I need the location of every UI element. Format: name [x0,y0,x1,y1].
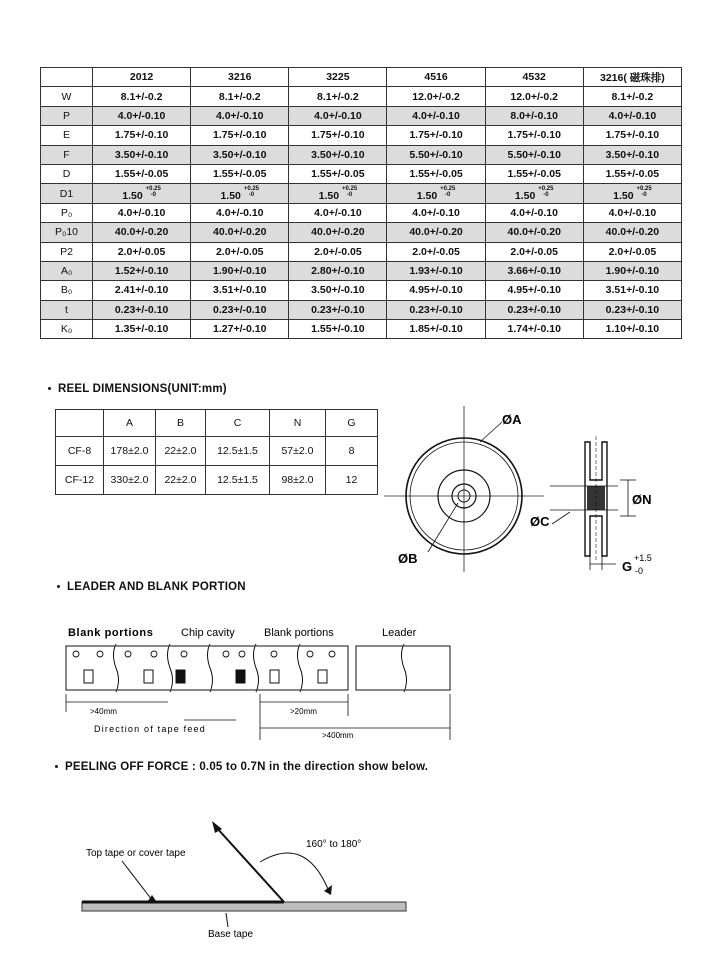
table-cell [191,126,289,145]
table-row [41,281,682,300]
tolerance-minus: -0 [543,191,549,198]
cell-value: 1.50 [122,189,143,202]
table-cell [93,87,191,106]
cell-value: 4.0+/-0.10 [314,206,362,219]
table-cell [485,300,583,319]
cell-value: 2.0+/-0.05 [117,245,166,258]
cell-value: 1.74+/-0.10 [507,323,561,336]
reel-dimensions-title [48,383,227,395]
reel-cell: 330±2.0 [104,466,156,495]
dim-400-label: >400mm [322,731,354,740]
table-cell [289,281,387,300]
blank-portions-left-label: Blank portions [68,627,154,639]
cell-value: 1.55+/-0.05 [213,168,267,181]
table-cell [93,203,191,222]
leader-section-title-text: LEADER AND BLANK PORTION [67,581,246,593]
table-row [41,106,682,125]
header-size-5: 4532 [485,68,583,87]
table-cell [289,242,387,261]
table-cell [289,203,387,222]
cell-value: 4.95+/-0.10 [409,284,463,297]
table-cell [583,261,681,280]
table-cell [583,300,681,319]
cell-value: 1.50 [318,189,340,202]
table-cell [191,164,289,183]
table-cell [191,320,289,339]
table-cell [583,106,681,125]
tolerance-minus: -0 [248,191,255,198]
table-cell [485,281,583,300]
cell-value: 3.51+/-0.10 [213,284,267,297]
reel-cell: CF-12 [56,466,104,495]
tolerance-plus: +0.25 [243,185,259,192]
table-row [41,223,682,242]
cell-value: 1.75+/-0.10 [605,129,660,142]
reel-dimensions-title-text: REEL DIMENSIONS(UNIT:mm) [58,383,227,395]
cell-value: 1.52+/-0.10 [114,265,169,278]
reel-cell: 22±2.0 [156,437,206,466]
cell-value: 1.90+/-0.10 [213,265,267,278]
cell-value: 4.0+/-0.10 [412,206,460,219]
table-cell [289,300,387,319]
cell-value: 2.0+/-0.05 [608,245,657,258]
row-label: D1 [41,184,93,203]
tolerance-plus: +0.25 [538,185,554,192]
leader-label: Leader [382,627,417,639]
cell-value: 1.10+/-0.10 [605,323,660,336]
tape-spec-header-row [41,68,682,87]
g-tol-plus: +1.5 [634,553,652,563]
header-size-6: 3216( 磁珠排) [583,68,681,87]
table-cell [191,300,289,319]
phi-b-label: ØB [398,551,418,566]
reel-side-view [530,436,652,576]
table-cell [583,320,681,339]
peel-direction-line [216,827,284,902]
cell-value: 0.23+/-0.10 [605,303,660,316]
table-cell [93,281,191,300]
table-cell [485,203,583,222]
tape-spec-table [40,67,682,339]
table-cell [583,242,681,261]
cell-value: 3.50+/-0.10 [114,148,169,161]
tolerance-plus: +0.25 [440,185,456,192]
table-cell [583,87,681,106]
row-label: F [41,145,93,164]
table-cell [583,164,681,183]
cell-value: 1.55+/-0.05 [507,168,561,181]
cell-value: 8.0+/-0.10 [510,109,558,122]
reel-cell: 57±2.0 [270,437,326,466]
table-cell [387,126,485,145]
table-cell [191,223,289,242]
cell-value: 40.0+/-0.20 [114,226,169,239]
chip-cavity-label: Chip cavity [181,627,235,639]
cell-value: 40.0+/-0.20 [311,226,365,239]
cell-value: 3.50+/-0.10 [605,148,660,161]
header-size-2: 3216 [191,68,289,87]
table-row [41,300,682,319]
cell-value: 8.1+/-0.2 [611,90,654,103]
reel-row [56,466,378,495]
table-cell [387,281,485,300]
cell-value: 4.0+/-0.10 [215,206,264,219]
table-cell [387,203,485,222]
reel-header-cell: B [156,410,206,437]
cell-value: 8.1+/-0.2 [317,90,359,103]
tolerance [538,186,553,198]
angle-label: 160° to 180° [306,839,362,850]
peel-section-title-text: PEELING OFF FORCE : 0.05 to 0.7N in the direction show below. [65,761,429,773]
reel-dimensions-table [55,409,378,495]
reel-cell: CF-8 [56,437,104,466]
table-cell [387,106,485,125]
cell-value: 1.50 [514,189,536,202]
row-label: A₀ [41,261,93,280]
reel-cell: 12.5±1.5 [206,437,270,466]
reel-cell: 98±2.0 [270,466,326,495]
table-row [41,126,682,145]
table-cell [485,87,583,106]
cell-value: 4.0+/-0.10 [117,109,166,122]
tolerance-plus: +0.25 [636,185,652,192]
table-cell [583,145,681,164]
table-cell [289,145,387,164]
cell-value: 4.0+/-0.10 [215,109,264,122]
table-cell [93,106,191,125]
reel-cell: 8 [326,437,378,466]
table-cell [485,242,583,261]
reel-diagram [380,400,680,580]
cell-value: 4.0+/-0.10 [608,206,657,219]
table-cell [93,145,191,164]
row-label: W [41,87,93,106]
cell-value: 2.0+/-0.05 [314,245,362,258]
reel-cell: 178±2.0 [104,437,156,466]
table-cell [289,223,387,242]
table-cell [485,184,583,203]
table-cell [93,164,191,183]
table-cell [93,300,191,319]
table-cell [289,164,387,183]
table-cell [387,87,485,106]
table-cell [191,106,289,125]
tape-strip [66,644,450,692]
row-label: E [41,126,93,145]
row-label: D [41,164,93,183]
table-cell [93,261,191,280]
cell-value: 4.0+/-0.10 [608,109,657,122]
table-cell [583,223,681,242]
table-cell [387,300,485,319]
tolerance [636,186,651,198]
cell-value: 40.0+/-0.20 [507,226,561,239]
g-label: G [622,559,633,574]
reel-cell: 12.5±1.5 [206,466,270,495]
cell-value: 1.75+/-0.10 [409,129,463,142]
top-tape-label: Top tape or cover tape [86,848,186,859]
table-row [41,145,682,164]
table-cell [191,87,289,106]
tolerance-minus: -0 [150,191,156,198]
cell-value: 12.0+/-0.2 [412,90,460,103]
cell-value: 8.1+/-0.2 [218,90,261,103]
cell-value: 3.50+/-0.10 [311,148,365,161]
table-cell [485,261,583,280]
cell-value: 5.50+/-0.10 [507,148,561,161]
header-size-4: 4516 [387,68,485,87]
cell-value: 8.1+/-0.2 [120,90,163,103]
direction-label: Direction of tape feed [94,724,206,734]
table-row [41,261,682,280]
cell-value: 1.75+/-0.10 [311,129,365,142]
table-cell [387,145,485,164]
row-label: P₀10 [41,223,93,242]
cell-value: 3.50+/-0.10 [213,148,267,161]
cell-value: 5.50+/-0.10 [409,148,463,161]
cell-value: 0.23+/-0.10 [409,303,463,316]
cell-value: 0.23+/-0.10 [114,303,169,316]
reel-header-cell: N [270,410,326,437]
table-cell [191,261,289,280]
peel-section-title [55,761,428,773]
table-cell [289,261,387,280]
table-cell [191,145,289,164]
table-cell [93,320,191,339]
row-label: P2 [41,242,93,261]
table-cell [289,106,387,125]
table-cell [583,126,681,145]
table-cell [289,126,387,145]
table-cell [93,184,191,203]
cell-value: 1.93+/-0.10 [409,265,463,278]
table-cell [485,320,583,339]
tolerance [244,186,259,198]
table-cell [387,223,485,242]
reel-header-cell: C [206,410,270,437]
cell-value: 4.95+/-0.10 [507,284,561,297]
table-row [41,164,682,183]
tolerance-minus: -0 [346,191,353,198]
reel-cell: 12 [326,466,378,495]
cell-value: 1.50 [220,189,241,202]
table-cell [485,145,583,164]
tolerance-plus: +0.25 [145,185,161,192]
cell-value: 40.0+/-0.20 [213,226,267,239]
base-tape-label: Base tape [208,929,254,940]
leader-section-title [57,581,246,593]
angle-arc [260,853,328,889]
table-cell [191,242,289,261]
cell-value: 2.0+/-0.05 [412,245,460,258]
peel-diagram [70,815,430,950]
table-cell [191,203,289,222]
table-cell [387,242,485,261]
dim-40-label: >40mm [90,707,117,716]
tolerance [342,186,357,198]
reel-row [56,437,378,466]
cell-value: 40.0+/-0.20 [605,226,660,239]
table-cell [387,261,485,280]
table-cell [387,184,485,203]
table-cell [191,281,289,300]
table-cell [583,203,681,222]
cell-value: 4.0+/-0.10 [314,109,362,122]
phi-c-label: ØC [530,514,550,529]
cell-value: 1.75+/-0.10 [213,129,267,142]
cell-value: 4.0+/-0.10 [412,109,460,122]
dim-20-label: >20mm [290,707,317,716]
reel-cell: 22±2.0 [156,466,206,495]
table-cell [485,223,583,242]
table-cell [289,87,387,106]
table-cell [387,164,485,183]
cell-value: 1.90+/-0.10 [605,265,660,278]
cell-value: 2.80+/-0.10 [311,265,365,278]
tolerance [440,186,455,198]
phi-n-label: ØN [632,492,652,507]
cell-value: 1.55+/-0.10 [311,323,365,336]
table-cell [485,164,583,183]
table-row [41,87,682,106]
cell-value: 3.66+/-0.10 [507,265,561,278]
table-cell [93,223,191,242]
blank-portions-right-label: Blank portions [264,627,334,639]
table-cell [289,320,387,339]
g-tol-minus: -0 [635,566,644,576]
cell-value: 0.23+/-0.10 [311,303,365,316]
cell-value: 1.27+/-0.10 [213,323,267,336]
table-cell [583,281,681,300]
cell-value: 0.23+/-0.10 [507,303,561,316]
tolerance-plus: +0.25 [341,185,358,192]
cell-value: 1.55+/-0.05 [605,168,660,181]
reel-header-cell: G [326,410,378,437]
cell-value: 40.0+/-0.20 [409,226,463,239]
bullet-dot [55,765,58,768]
bullet-dot [48,387,51,390]
tolerance-minus: -0 [641,191,647,198]
tolerance-minus: -0 [445,191,451,198]
cell-value: 4.0+/-0.10 [510,206,558,219]
cell-value: 4.0+/-0.10 [117,206,166,219]
reel-header-cell: A [104,410,156,437]
table-cell [485,106,583,125]
cell-value: 3.50+/-0.10 [311,284,365,297]
cell-value: 1.55+/-0.05 [311,168,365,181]
cell-value: 0.23+/-0.10 [213,303,267,316]
header-size-1: 2012 [93,68,191,87]
table-cell [191,184,289,203]
table-row [41,184,682,203]
cell-value: 2.0+/-0.05 [510,245,558,258]
cell-value: 1.75+/-0.10 [114,129,169,142]
phi-a-label: ØA [502,412,522,427]
row-label: K₀ [41,320,93,339]
leader-diagram [60,620,460,742]
cell-value: 1.85+/-0.10 [409,323,463,336]
table-cell [485,126,583,145]
cell-value: 1.50 [416,189,438,202]
table-cell [93,242,191,261]
table-row [41,320,682,339]
cell-value: 2.0+/-0.05 [215,245,264,258]
row-label: P₀ [41,203,93,222]
header-size-3: 3225 [289,68,387,87]
cell-value: 1.55+/-0.05 [114,168,169,181]
reel-front-view [384,406,544,572]
cell-value: 1.50 [613,189,634,202]
row-label: P [41,106,93,125]
cell-value: 1.35+/-0.10 [114,323,169,336]
table-row [41,242,682,261]
table-cell [93,126,191,145]
cell-value: 1.55+/-0.05 [409,168,463,181]
header-corner [41,68,93,87]
table-row [41,203,682,222]
row-label: B₀ [41,281,93,300]
cell-value: 1.75+/-0.10 [507,129,561,142]
bullet-dot [57,585,60,588]
cell-value: 2.41+/-0.10 [114,284,169,297]
table-cell [289,184,387,203]
reel-header-cell [56,410,104,437]
tolerance [146,186,161,198]
cell-value: 12.0+/-0.2 [510,90,558,103]
table-cell [583,184,681,203]
reel-header-row [56,410,378,437]
table-cell [387,320,485,339]
row-label: t [41,300,93,319]
cell-value: 3.51+/-0.10 [605,284,660,297]
